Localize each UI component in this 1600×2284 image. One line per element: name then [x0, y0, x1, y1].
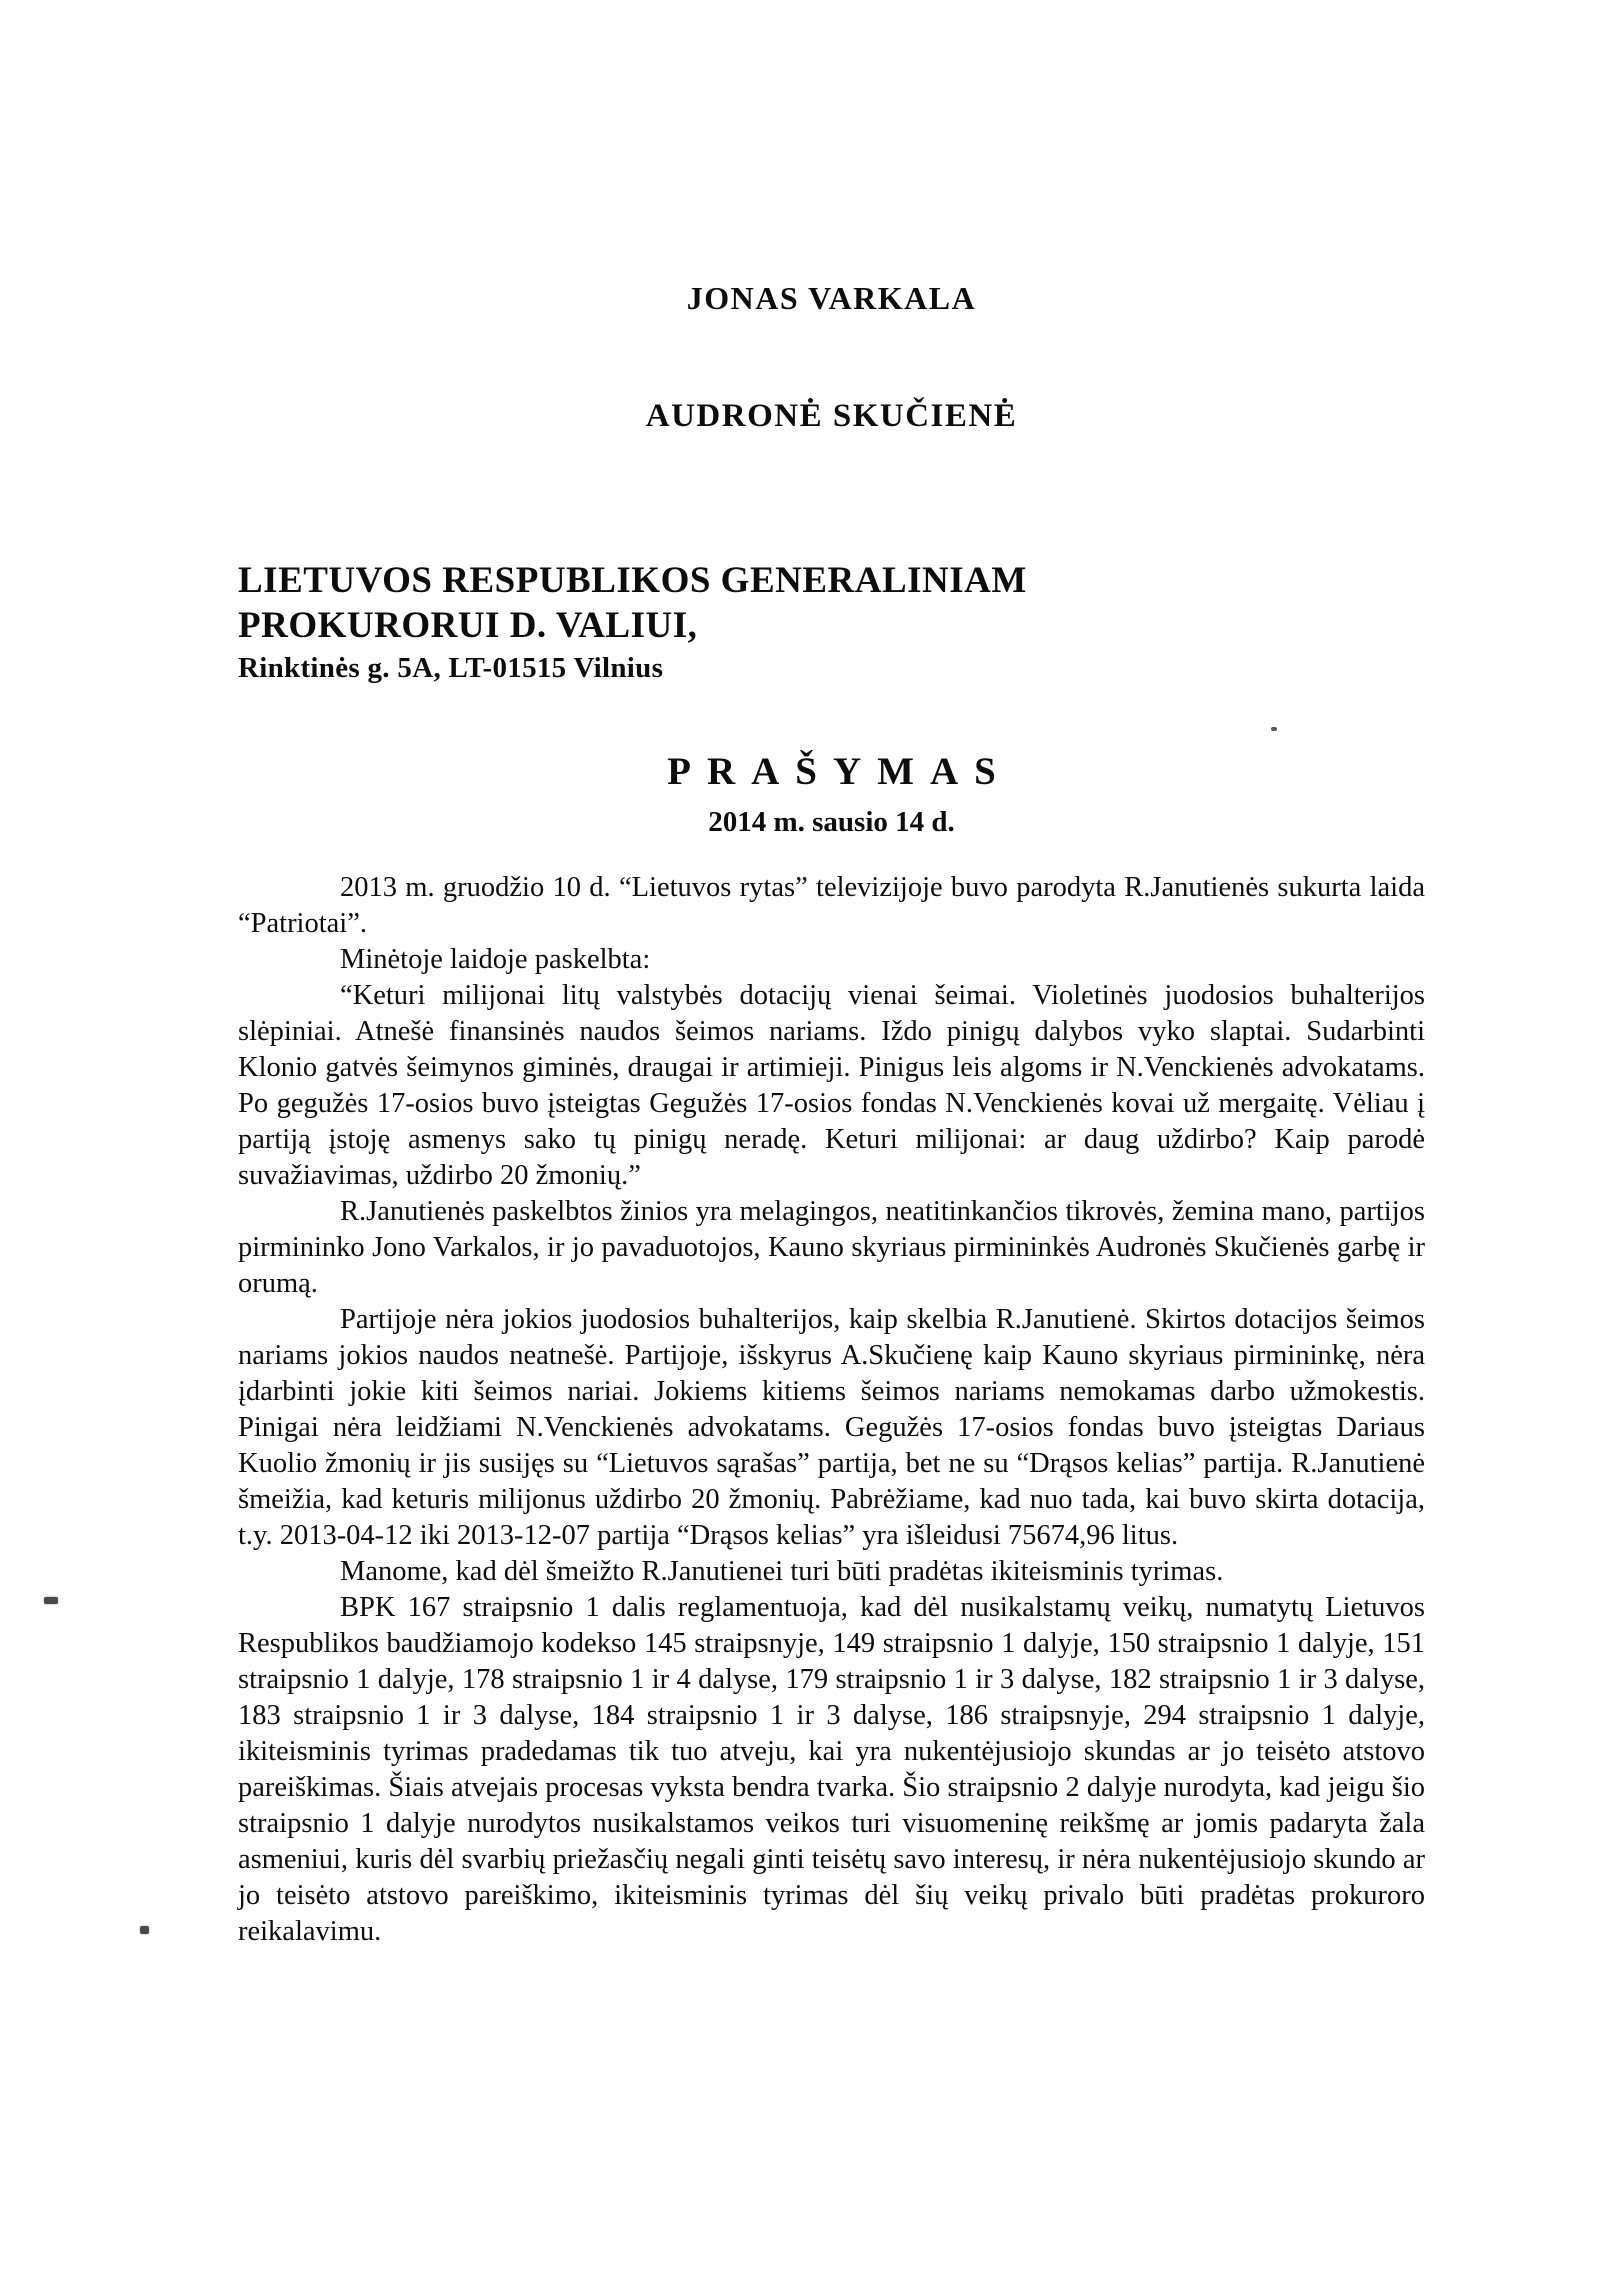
scan-speck-3 — [1271, 727, 1277, 731]
recipient-line-2: PROKURORUI D. VALIUI, — [238, 605, 698, 646]
paragraph-5: Partijoje nėra jokios juodosios buhalterijos, kaip skelbia R.Janutienė. Skirtos dotacijos šeimos nariams jokios naudos neatnešė. Partijoje, išskyrus A.Skučienę kaip Kauno skyriaus pirmininkę, nėra įdarbinti jokie kiti šeimos nariai. Jokiems kitiems šeimos nariams nemokamas darbo užmokestis. Pinigai nėra leidžiami N.Venckienės advokatams. Gegužės 17-osios fondas buvo įsteigtas Dariaus Kuolio žmonių ir jis susijęs su “Lietuvos sąrašas” partija, bet ne su “Drąsos kelias” partija. R.Janutienė šmeižia, kad keturis milijonus uždirbo 20 žmonių. Pabrėžiame, kad nuo tada, kai buvo skirta dotacija, t.y. 2013-04-12 iki 2013-12-07 partija “Drąsos kelias” yra išleidusi 75674,96 litus. — [238, 1304, 1425, 1551]
scan-speck-2 — [140, 1926, 149, 1934]
document-title: PRAŠYMAS — [667, 750, 1012, 793]
paragraph-3: “Keturi milijonai litų valstybės dotacijų vienai šeimai. Violetinės juodosios buhalterijos slėpiniai. Atnešė finansinės naudos šeimos nariams. Iždo pinigų dalybos vyko slaptai. Sudarbinti Klonio gatvės šeimynos giminės, draugai ir artimieji. Pinigus leis algoms ir N.Venckienės advokatams. Po gegužės 17-osios buvo įsteigtas Gegužės 17-osios fondas N.Venckienės kovai už mergaitę. Vėliau į partiją įstoję asmenys sako tų pinigų neradę. Keturi milijonai: ar daug uždirbo? Kaip parodė suvažiavimas, uždirbo 20 žmonių.” — [238, 980, 1425, 1191]
scan-speck-1 — [44, 1597, 58, 1604]
recipient-address: Rinktinės g. 5A, LT-01515 Vilnius — [238, 652, 664, 684]
paragraph-4: R.Janutienės paskelbtos žinios yra melagingos, neatitinkančios tikrovės, žemina mano, partijos pirmininko Jono Varkalos, ir jo pavaduotojos, Kauno skyriaus pirmininkės Audronės Skučienės garbę ir orumą. — [238, 1196, 1425, 1299]
document-date: 2014 m. sausio 14 d. — [708, 806, 955, 838]
paragraph-7: BPK 167 straipsnio 1 dalis reglamentuoja, kad dėl nusikalstamų veikų, numatytų Lietuvos Respublikos baudžiamojo kodekso 145 straipsnyje, 149 straipsnio 1 dalyje, 150 straipsnio 1 dalyje, 151 straipsnio 1 dalyje, 178 straipsnio 1 ir 4 dalyse, 179 straipsnio 1 ir 3 dalyse, 182 straipsnio 1 ir 3 dalyse, 183 straipsnio 1 ir 3 dalyse, 184 straipsnio 1 ir 3 dalyse, 186 straipsnyje, 294 straipsnio 1 dalyje, ikiteisminis tyrimas pradedamas tik tuo atveju, kai yra nukentėjusiojo skundas ar jo teisėto atstovo pareiškimas. Šiais atvejais procesas vyksta bendra tvarka. Šio straipsnio 2 dalyje nurodyta, kad jeigu šio straipsnio 1 dalyje nurodytos nusikalstamos veikos turi visuomeninę reikšmę ar jomis padaryta žala asmeniui, kuris dėl svarbių priežasčių negali ginti teisėtų savo interesų, ir nėra nukentėjusiojo skundo ar jo teisėto atstovo pareiškimo, ikiteisminis tyrimas dėl šių veikų privalo būti pradėtas prokuroro reikalavimu. — [238, 1592, 1425, 1947]
paragraph-1: 2013 m. gruodžio 10 d. “Lietuvos rytas” televizijoje buvo parodyta R.Janutienės sukurta laida “Patriotai”. — [238, 872, 1425, 939]
applicant-name-2: AUDRONĖ SKUČIENĖ — [645, 398, 1018, 434]
recipient-block — [238, 558, 1425, 688]
applicant-name-1: JONAS VARKALA — [686, 280, 977, 316]
paragraph-6: Manome, kad dėl šmeižto R.Janutienei turi būti pradėtas ikiteisminis tyrimas. — [340, 1556, 1224, 1587]
paragraph-2: Minėtoje laidoje paskelbta: — [340, 944, 651, 975]
document-body — [238, 870, 1425, 1950]
recipient-line-1: LIETUVOS RESPUBLIKOS GENERALINIAM — [238, 560, 1027, 601]
